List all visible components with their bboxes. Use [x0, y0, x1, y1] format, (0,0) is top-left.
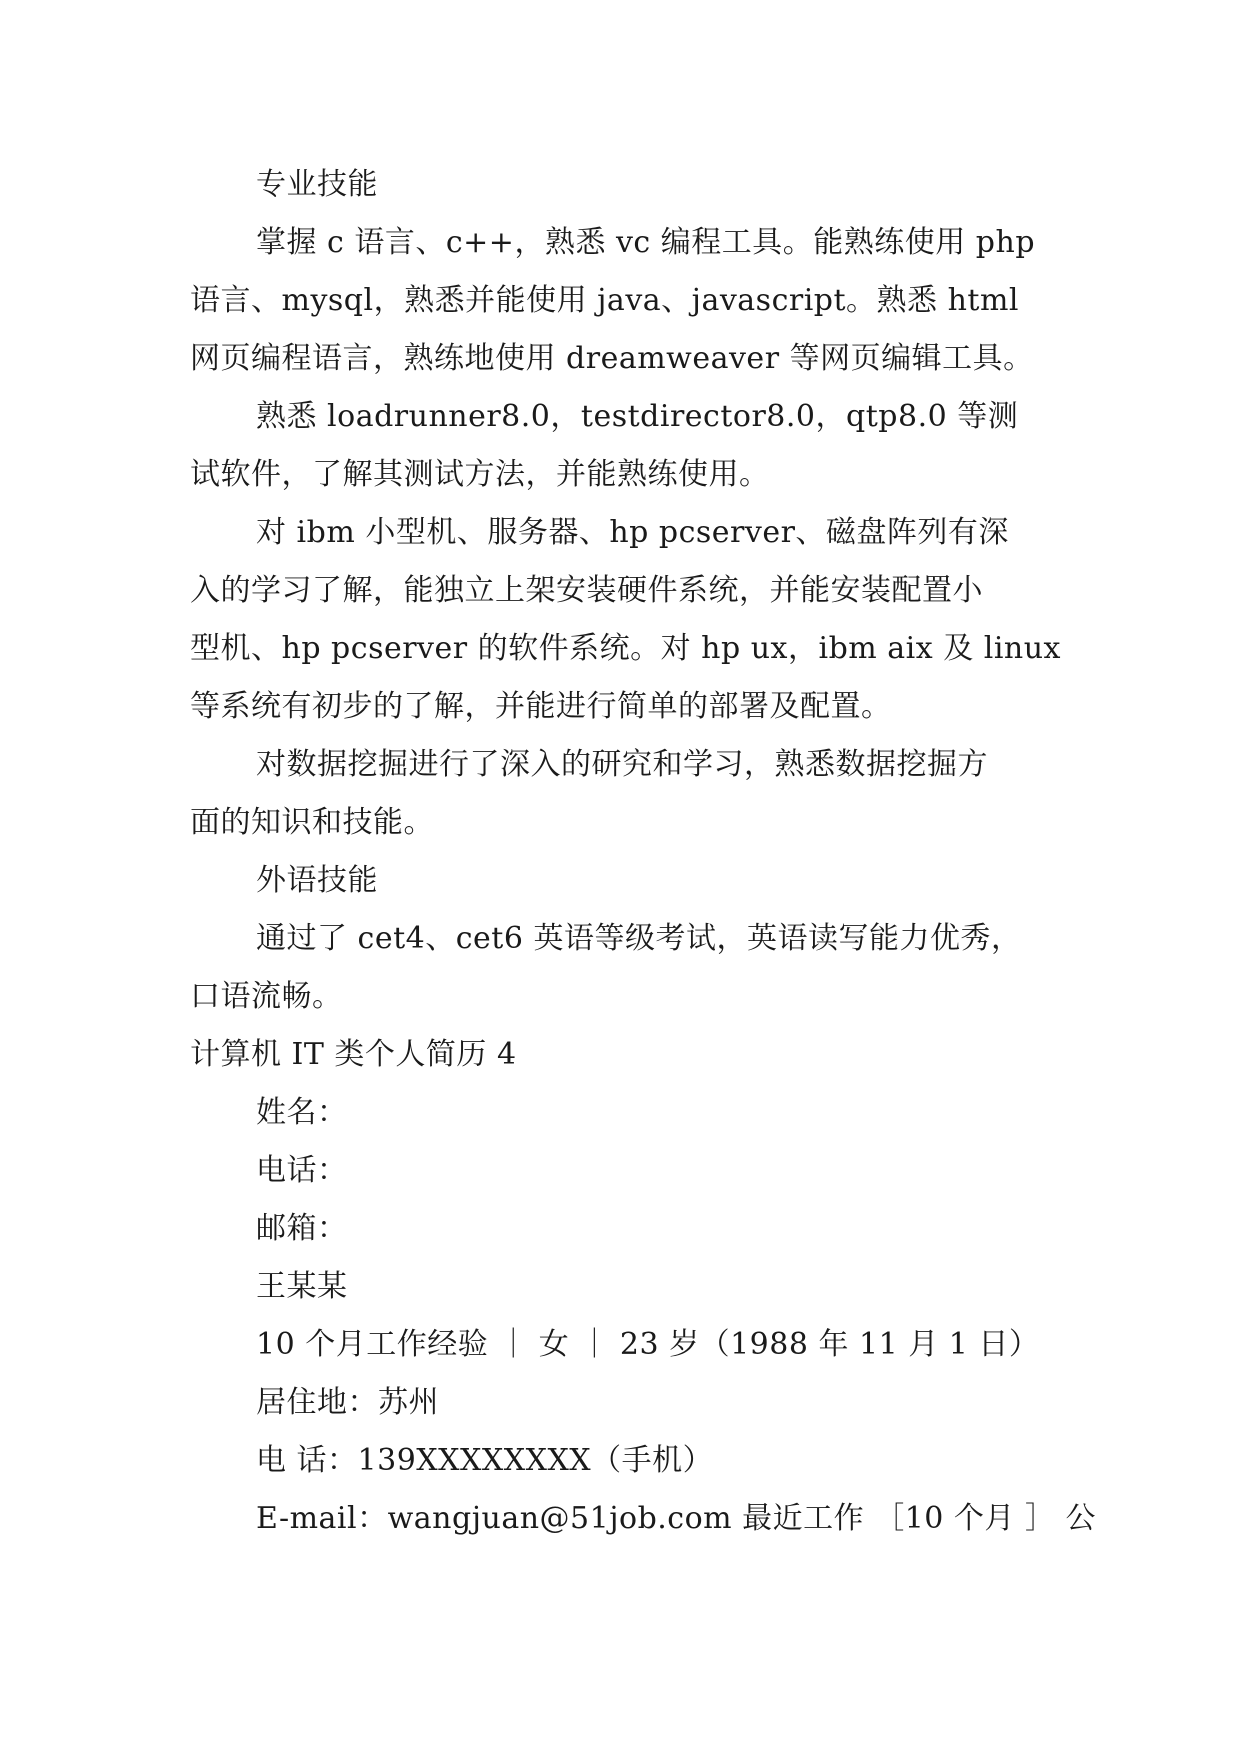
paragraph-line: 面的知识和技能。 [190, 805, 434, 840]
paragraph-line: 入的学习了解，能独立上架安装硬件系统，并能安装配置小 [190, 573, 983, 608]
paragraph-line: 通过了 cet4、cet6 英语等级考试，英语读写能力优秀， [256, 921, 1022, 956]
paragraph-line: 试软件，了解其测试方法，并能熟练使用。 [190, 457, 770, 492]
phone-label: 电话： [256, 1153, 348, 1188]
paragraph-line: 熟悉 loadrunner8.0，testdirector8.0，qtp8.0 等测 [256, 399, 1019, 434]
paragraph-line: 对 ibm 小型机、服务器、hp pcserver、磁盘阵列有深 [256, 515, 1009, 550]
name-label: 姓名： [256, 1095, 348, 1130]
candidate-name: 王某某 [256, 1269, 348, 1304]
candidate-summary: 10 个月工作经验 ｜ 女 ｜ 23 岁（1988 年 11 月 1 日） [256, 1327, 1040, 1362]
paragraph-line: 语言、mysql，熟悉并能使用 java、javascript。熟悉 html [190, 283, 1020, 318]
paragraph-line: 等系统有初步的了解，并能进行简单的部署及配置。 [190, 689, 892, 724]
paragraph-line: 掌握 c 语言、c++，熟悉 vc 编程工具。能熟练使用 php [256, 225, 1036, 260]
paragraph-line: 口语流畅。 [190, 979, 343, 1014]
phone-line: 电 话：139XXXXXXXX（手机） [256, 1443, 714, 1478]
paragraph-line: 网页编程语言，熟练地使用 dreamweaver 等网页编辑工具。 [190, 341, 1034, 376]
email-label: 邮箱： [256, 1211, 348, 1246]
email-line: E-mail：wangjuan@51job.com 最近工作 ［10 个月 ］ 公 [256, 1501, 1096, 1536]
residence-line: 居住地：苏州 [256, 1385, 439, 1420]
section-heading-language-skills: 外语技能 [256, 863, 378, 898]
resume-title: 计算机 IT 类个人简历 4 [190, 1037, 517, 1072]
document-body [190, 156, 1096, 1548]
paragraph-line: 型机、hp pcserver 的软件系统。对 hp ux，ibm aix 及 linux [190, 631, 1061, 666]
paragraph-line: 对数据挖掘进行了深入的研究和学习，熟悉数据挖掘方 [256, 747, 988, 782]
section-heading-professional-skills: 专业技能 [256, 167, 378, 202]
